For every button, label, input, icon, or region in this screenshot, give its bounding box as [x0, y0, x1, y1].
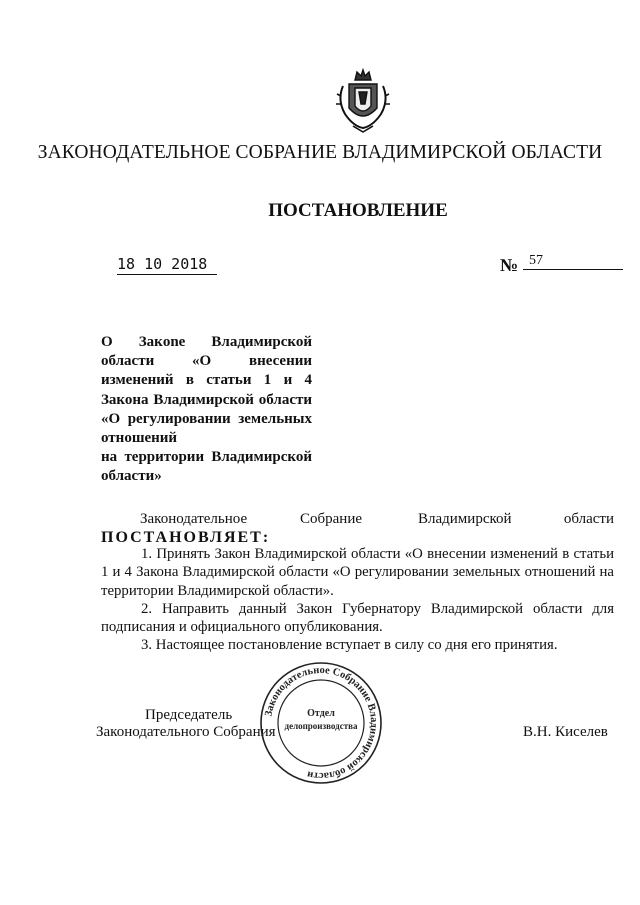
organization-title: ЗАКОНОДАТЕЛЬНОЕ СОБРАНИЕ ВЛАДИМИРСКОЙ ОБЛАСТИ	[37, 142, 603, 163]
stamp-ring-text: Законодательное Собрание Владимирской области	[263, 664, 380, 782]
stamp-center-line1: Отдел	[307, 708, 335, 719]
decrees-heading: ПОСТАНОВЛЯЕТ:	[101, 529, 271, 546]
subject-line: на территории Владимирской	[101, 449, 312, 466]
subject-line: Закона Владимирской области	[101, 391, 312, 408]
subject-line: О Закone Владимирской	[101, 334, 312, 350]
number-label: №	[500, 255, 519, 275]
subject-line: отношений	[101, 430, 178, 447]
preamble-word: Владимирской	[418, 511, 512, 527]
signer-title-line1: Председатель	[145, 707, 233, 723]
signer-name: В.Н. Киселев	[523, 724, 608, 740]
subject-line: «О регулировании земельных	[101, 410, 312, 427]
document-type: ПОСТАНОВЛЕНИЕ	[268, 200, 448, 221]
stamp-center-line2: делопроизводства	[284, 721, 358, 731]
subject-line: изменений в статьи 1 и 4	[101, 372, 312, 389]
coat-of-arms-emblem	[335, 66, 391, 134]
preamble-word: Законодательное	[140, 511, 248, 527]
decree-paragraph-2: 2. Направить данный Закон Губернатору Владимирской области для подписания и официального опубликования.	[101, 601, 614, 636]
subject-line: области»	[101, 468, 162, 485]
decree-paragraph-3: 3. Настоящее постановление вступает в силу со дня его принятия.	[141, 637, 558, 653]
preamble-word: области	[563, 511, 614, 527]
document-subject	[101, 333, 312, 487]
document-date: 18 10 2018	[117, 255, 217, 275]
document-number: 57	[523, 253, 623, 270]
office-stamp	[258, 660, 384, 786]
subject-line: области «О внесении	[101, 353, 312, 370]
decree-paragraph-1: 1. Принять Закон Владимирской области «О внесении изменений в статьи 1 и 4 Закона Владимирской области «О регулировании земельных отношений на территории Владимирской области».	[101, 546, 614, 599]
signer-title-line2: Законодательного Собрания	[96, 724, 276, 740]
preamble-word: Собрание	[300, 511, 363, 527]
